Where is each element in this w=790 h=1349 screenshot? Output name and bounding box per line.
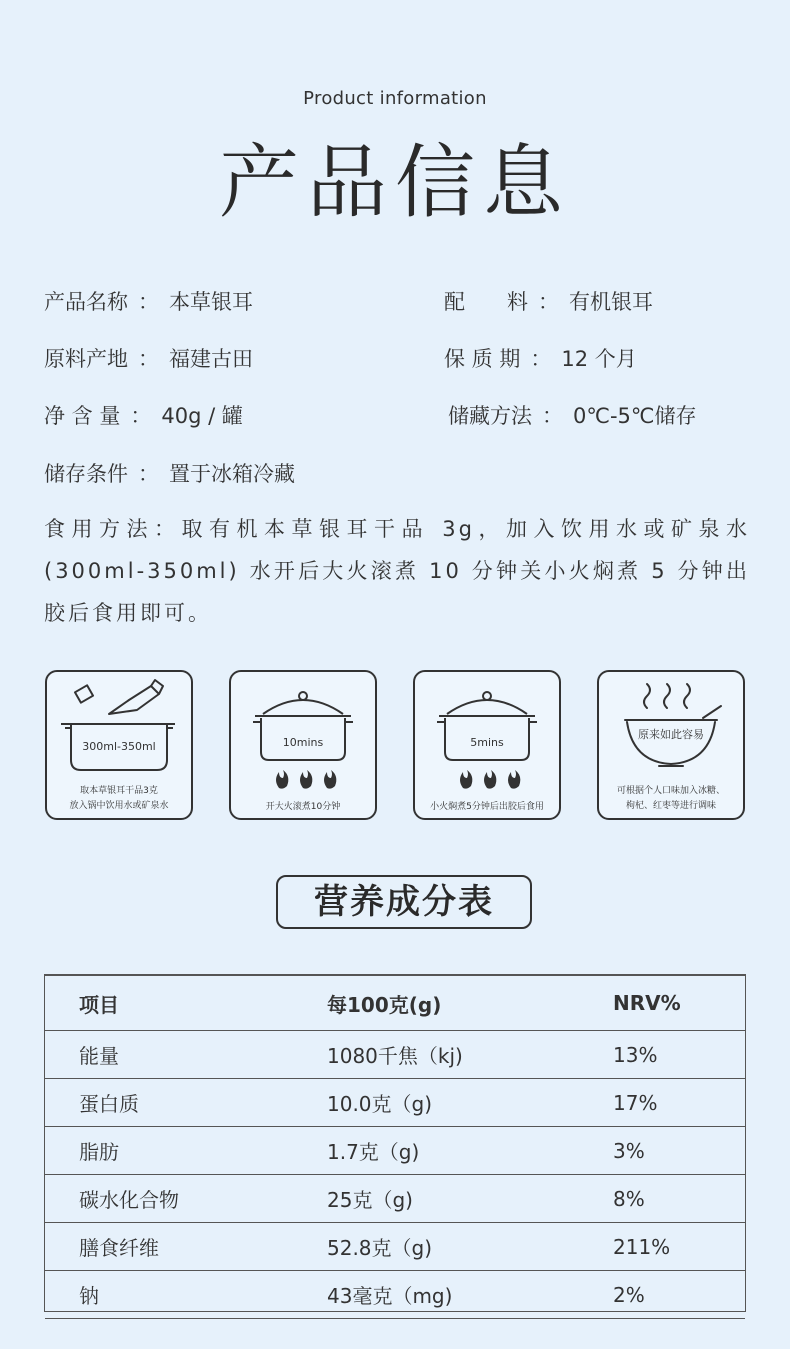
step-caption: 小火焖煮5分钟后出胶后食用	[430, 802, 544, 812]
colon: ：	[138, 290, 159, 314]
step-simmer-low	[413, 670, 561, 820]
nutrient-nrv: 13%	[613, 1031, 745, 1079]
ingredient-label: 配 料	[444, 290, 528, 314]
nutrient-nrv: 17%	[613, 1079, 745, 1127]
nutrient-nrv: 8%	[613, 1175, 745, 1223]
origin-label: 原料产地	[44, 347, 128, 371]
ingredient-value: 有机银耳	[569, 290, 653, 314]
nutrient-amount: 1080千焦（kj)	[327, 1031, 613, 1079]
page-title: 产品信息	[219, 136, 571, 229]
step-serve	[597, 670, 745, 820]
pot-label: 300ml-350ml	[82, 740, 156, 753]
step-caption: 可根据个人口味加入冰糖、	[616, 786, 725, 796]
shelf-life-value: 12 个月	[561, 347, 637, 371]
colon: ：	[130, 404, 152, 428]
info-shelf-life	[444, 343, 637, 373]
table-row	[45, 1031, 745, 1079]
info-product-name	[44, 286, 253, 316]
pot-label: 5mins	[470, 736, 504, 749]
info-origin	[44, 343, 253, 373]
pot-boil-icon	[231, 672, 375, 818]
product-name-label: 产品名称	[44, 290, 128, 314]
nutrient-amount: 1.7克（g)	[327, 1127, 613, 1175]
flame-icon	[460, 770, 520, 789]
nutrient-amount: 10.0克（g)	[327, 1079, 613, 1127]
header-nrv: NRV%	[613, 976, 745, 1031]
step-caption: 取本草银耳干品3克	[80, 786, 158, 796]
table-row	[45, 1223, 745, 1271]
header-item: 项目	[45, 976, 327, 1031]
step-caption: 开大火滚煮10分钟	[265, 802, 341, 812]
table-header-row	[45, 976, 745, 1031]
storage-method-value: 0℃-5℃储存	[573, 404, 697, 428]
pot-simmer-icon	[415, 672, 559, 818]
info-storage-method	[448, 400, 696, 430]
nutrient-amount: 43毫克（mg)	[327, 1271, 613, 1319]
nutrient-name: 脂肪	[45, 1127, 327, 1175]
info-net-content	[44, 400, 243, 430]
step-caption: 枸杞、红枣等进行调味	[625, 801, 716, 811]
colon: ：	[538, 290, 559, 314]
info-ingredient	[444, 286, 653, 316]
usage-instructions: 食用方法：取有机本草银耳干品 3g，加入饮用水或矿泉水(300ml-350ml) 水开后大火滚煮 10 分钟关小火焖煮 5 分钟出胶后食用即可。	[44, 517, 750, 625]
nutrient-name: 钠	[45, 1271, 327, 1319]
origin-value: 福建古田	[169, 347, 253, 371]
table-row	[45, 1079, 745, 1127]
colon: ：	[530, 347, 552, 371]
net-content-value: 40g / 罐	[161, 404, 243, 428]
nutrient-nrv: 211%	[613, 1223, 745, 1271]
storage-condition-value: 置于冰箱冷藏	[169, 462, 295, 486]
colon: ：	[542, 404, 563, 428]
nutrient-name: 能量	[45, 1031, 327, 1079]
header-per-100g: 每100克(g)	[327, 976, 613, 1031]
nutrient-name: 膳食纤维	[45, 1223, 327, 1271]
step-boil-high	[229, 670, 377, 820]
nutrient-name: 碳水化合物	[45, 1175, 327, 1223]
table-row	[45, 1127, 745, 1175]
nutrient-nrv: 2%	[613, 1271, 745, 1319]
net-content-label: 净 含 量	[44, 404, 121, 428]
storage-condition-label: 储存条件	[44, 462, 128, 486]
nutrition-table	[45, 975, 745, 1319]
step-add-water	[45, 670, 193, 820]
nutrient-name: 蛋白质	[45, 1079, 327, 1127]
colon: ：	[138, 462, 159, 486]
pot-label: 10mins	[282, 736, 324, 749]
subtitle: Product information	[303, 88, 487, 109]
nutrient-nrv: 3%	[613, 1127, 745, 1175]
colon: ：	[138, 347, 159, 371]
flame-icon	[276, 770, 336, 789]
nutrient-amount: 25克（g)	[327, 1175, 613, 1223]
nutrition-title: 营养成分表	[276, 875, 532, 929]
table-row	[45, 1271, 745, 1319]
pot-label: 原来如此容易	[638, 728, 704, 741]
step-caption: 放入锅中饮用水或矿泉水	[69, 801, 169, 811]
info-storage-condition	[44, 458, 295, 488]
storage-method-label: 储藏方法	[448, 404, 532, 428]
table-row	[45, 1175, 745, 1223]
product-name-value: 本草银耳	[169, 290, 253, 314]
nutrient-amount: 52.8克（g)	[327, 1223, 613, 1271]
shelf-life-label: 保 质 期	[444, 347, 521, 371]
